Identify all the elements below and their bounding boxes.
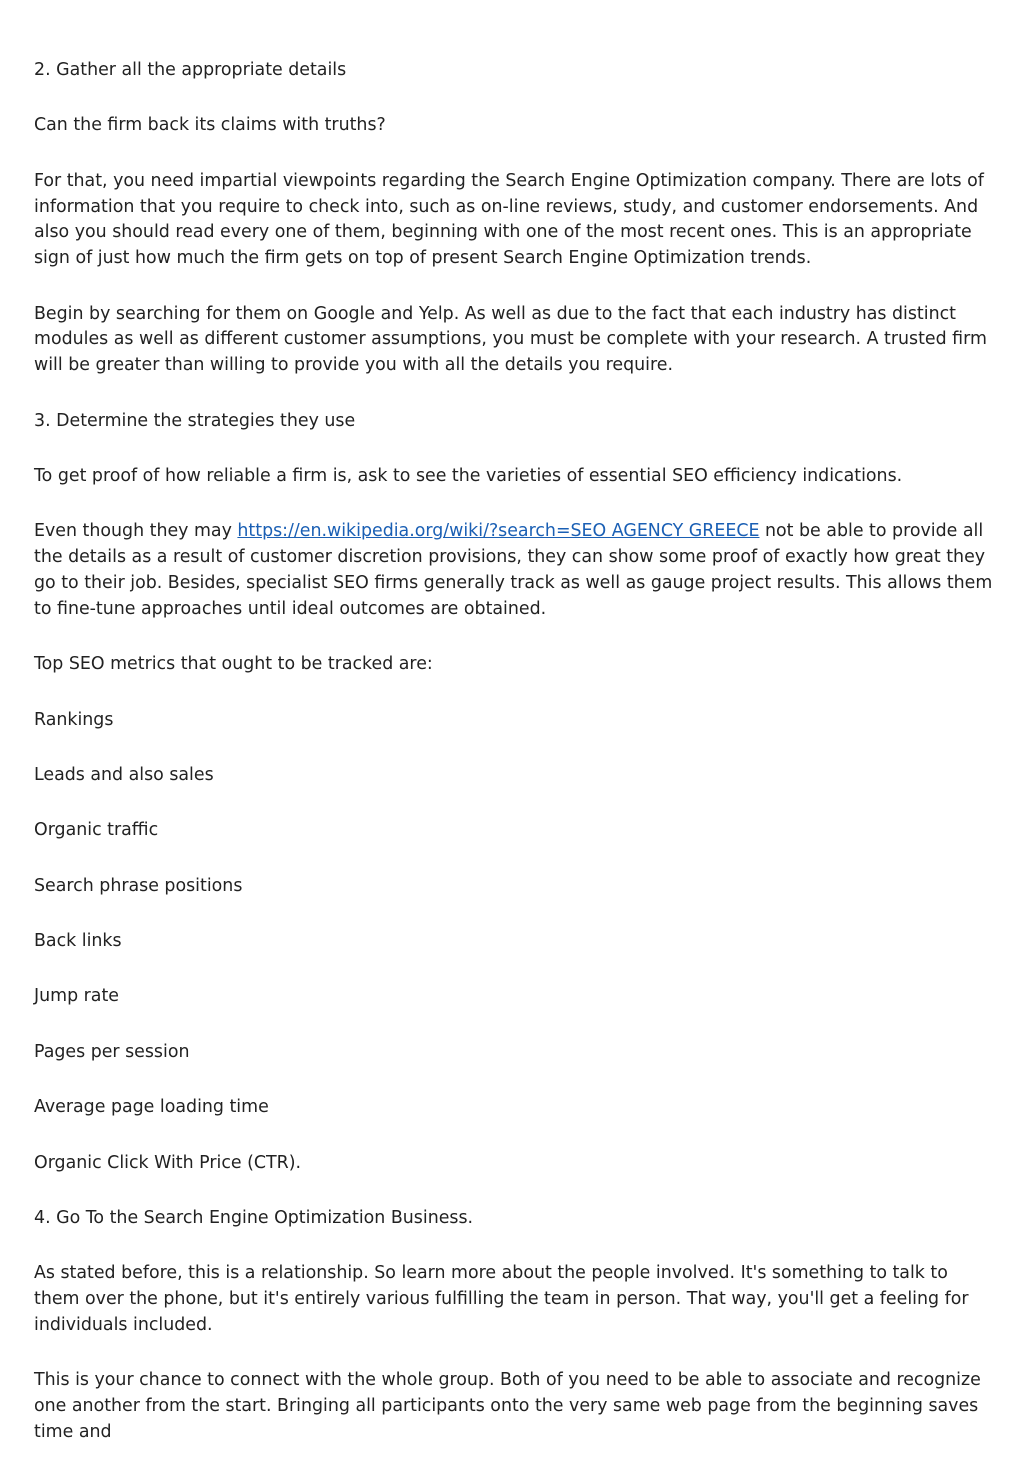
metric-item: Rankings (34, 709, 114, 730)
metric-item: Average page loading time (34, 1097, 269, 1118)
metric-item: Leads and also sales (34, 764, 214, 785)
metric-item: Organic traffic (34, 820, 159, 841)
heading-gather-details: 2. Gather all the appropriate details (34, 60, 347, 80)
paragraph-top-metrics-intro: Top SEO metrics that ought to be tracked are: (34, 654, 433, 675)
paragraph-even-though-end: not be able to provide all the details as a result of customer discretion provisions, they can show some proof of exactly how great they go to their job. Besides, specialist SEO firms generally track as well as gauge project results. This allows them to fine-tune approaches until ideal outcomes are obtained. (34, 521, 993, 619)
metric-item: Jump rate (34, 986, 119, 1007)
paragraph-impartial-viewpoints: For that, you need impartial viewpoints regarding the Search Engine Optimization company. There are lots of information that you require to check into, such as on-line reviews, study, and customer endorsements. And also you should read every one of them, beginning with one of the most recent ones. This is an appropriate sign of just how much the firm gets on top of present Search Engine Optimization trends. (34, 170, 984, 269)
wikipedia-search-link[interactable]: https://en.wikipedia.org/wiki/?search=SEO AGENCY GREECE (237, 521, 760, 542)
paragraph-claims-question: Can the firm back its claims with truths? (34, 115, 386, 136)
paragraph-proof-reliability: To get proof of how reliable a firm is, ask to see the varieties of essential SEO efficiency indications. (34, 465, 903, 486)
paragraph-even-though (34, 519, 994, 622)
metric-item: Pages per session (34, 1041, 190, 1062)
paragraph-relationship: As stated before, this is a relationship. So learn more about the people involved. It's something to talk to them over the phone, but it's entirely various fulfilling the team in person. That way, you'll get a feeling for individuals included. (34, 1263, 969, 1335)
paragraph-search-google-yelp: Begin by searching for them on Google and Yelp. As well as due to the fact that each industry has distinct modules as well as different customer assumptions, you must be complete with your research. A trusted firm will be greater than willing to provide you with all the details you require. (34, 303, 987, 376)
paragraph-even-though-start: Even though they may (34, 521, 238, 542)
paragraph-connect-group: This is your chance to connect with the whole group. Both of you need to be able to associate and recognize one another from the start. Bringing all participants onto the very same web page from the beginning saves time and (34, 1370, 981, 1442)
metric-item: Search phrase positions (34, 875, 243, 896)
metric-item: Back links (34, 931, 122, 952)
metric-item: Organic Click With Price (CTR). (34, 1152, 302, 1173)
heading-go-to-business: 4. Go To the Search Engine Optimization Business. (34, 1208, 474, 1229)
document-page (34, 58, 994, 1475)
heading-determine-strategies: 3. Determine the strategies they use (34, 410, 356, 431)
